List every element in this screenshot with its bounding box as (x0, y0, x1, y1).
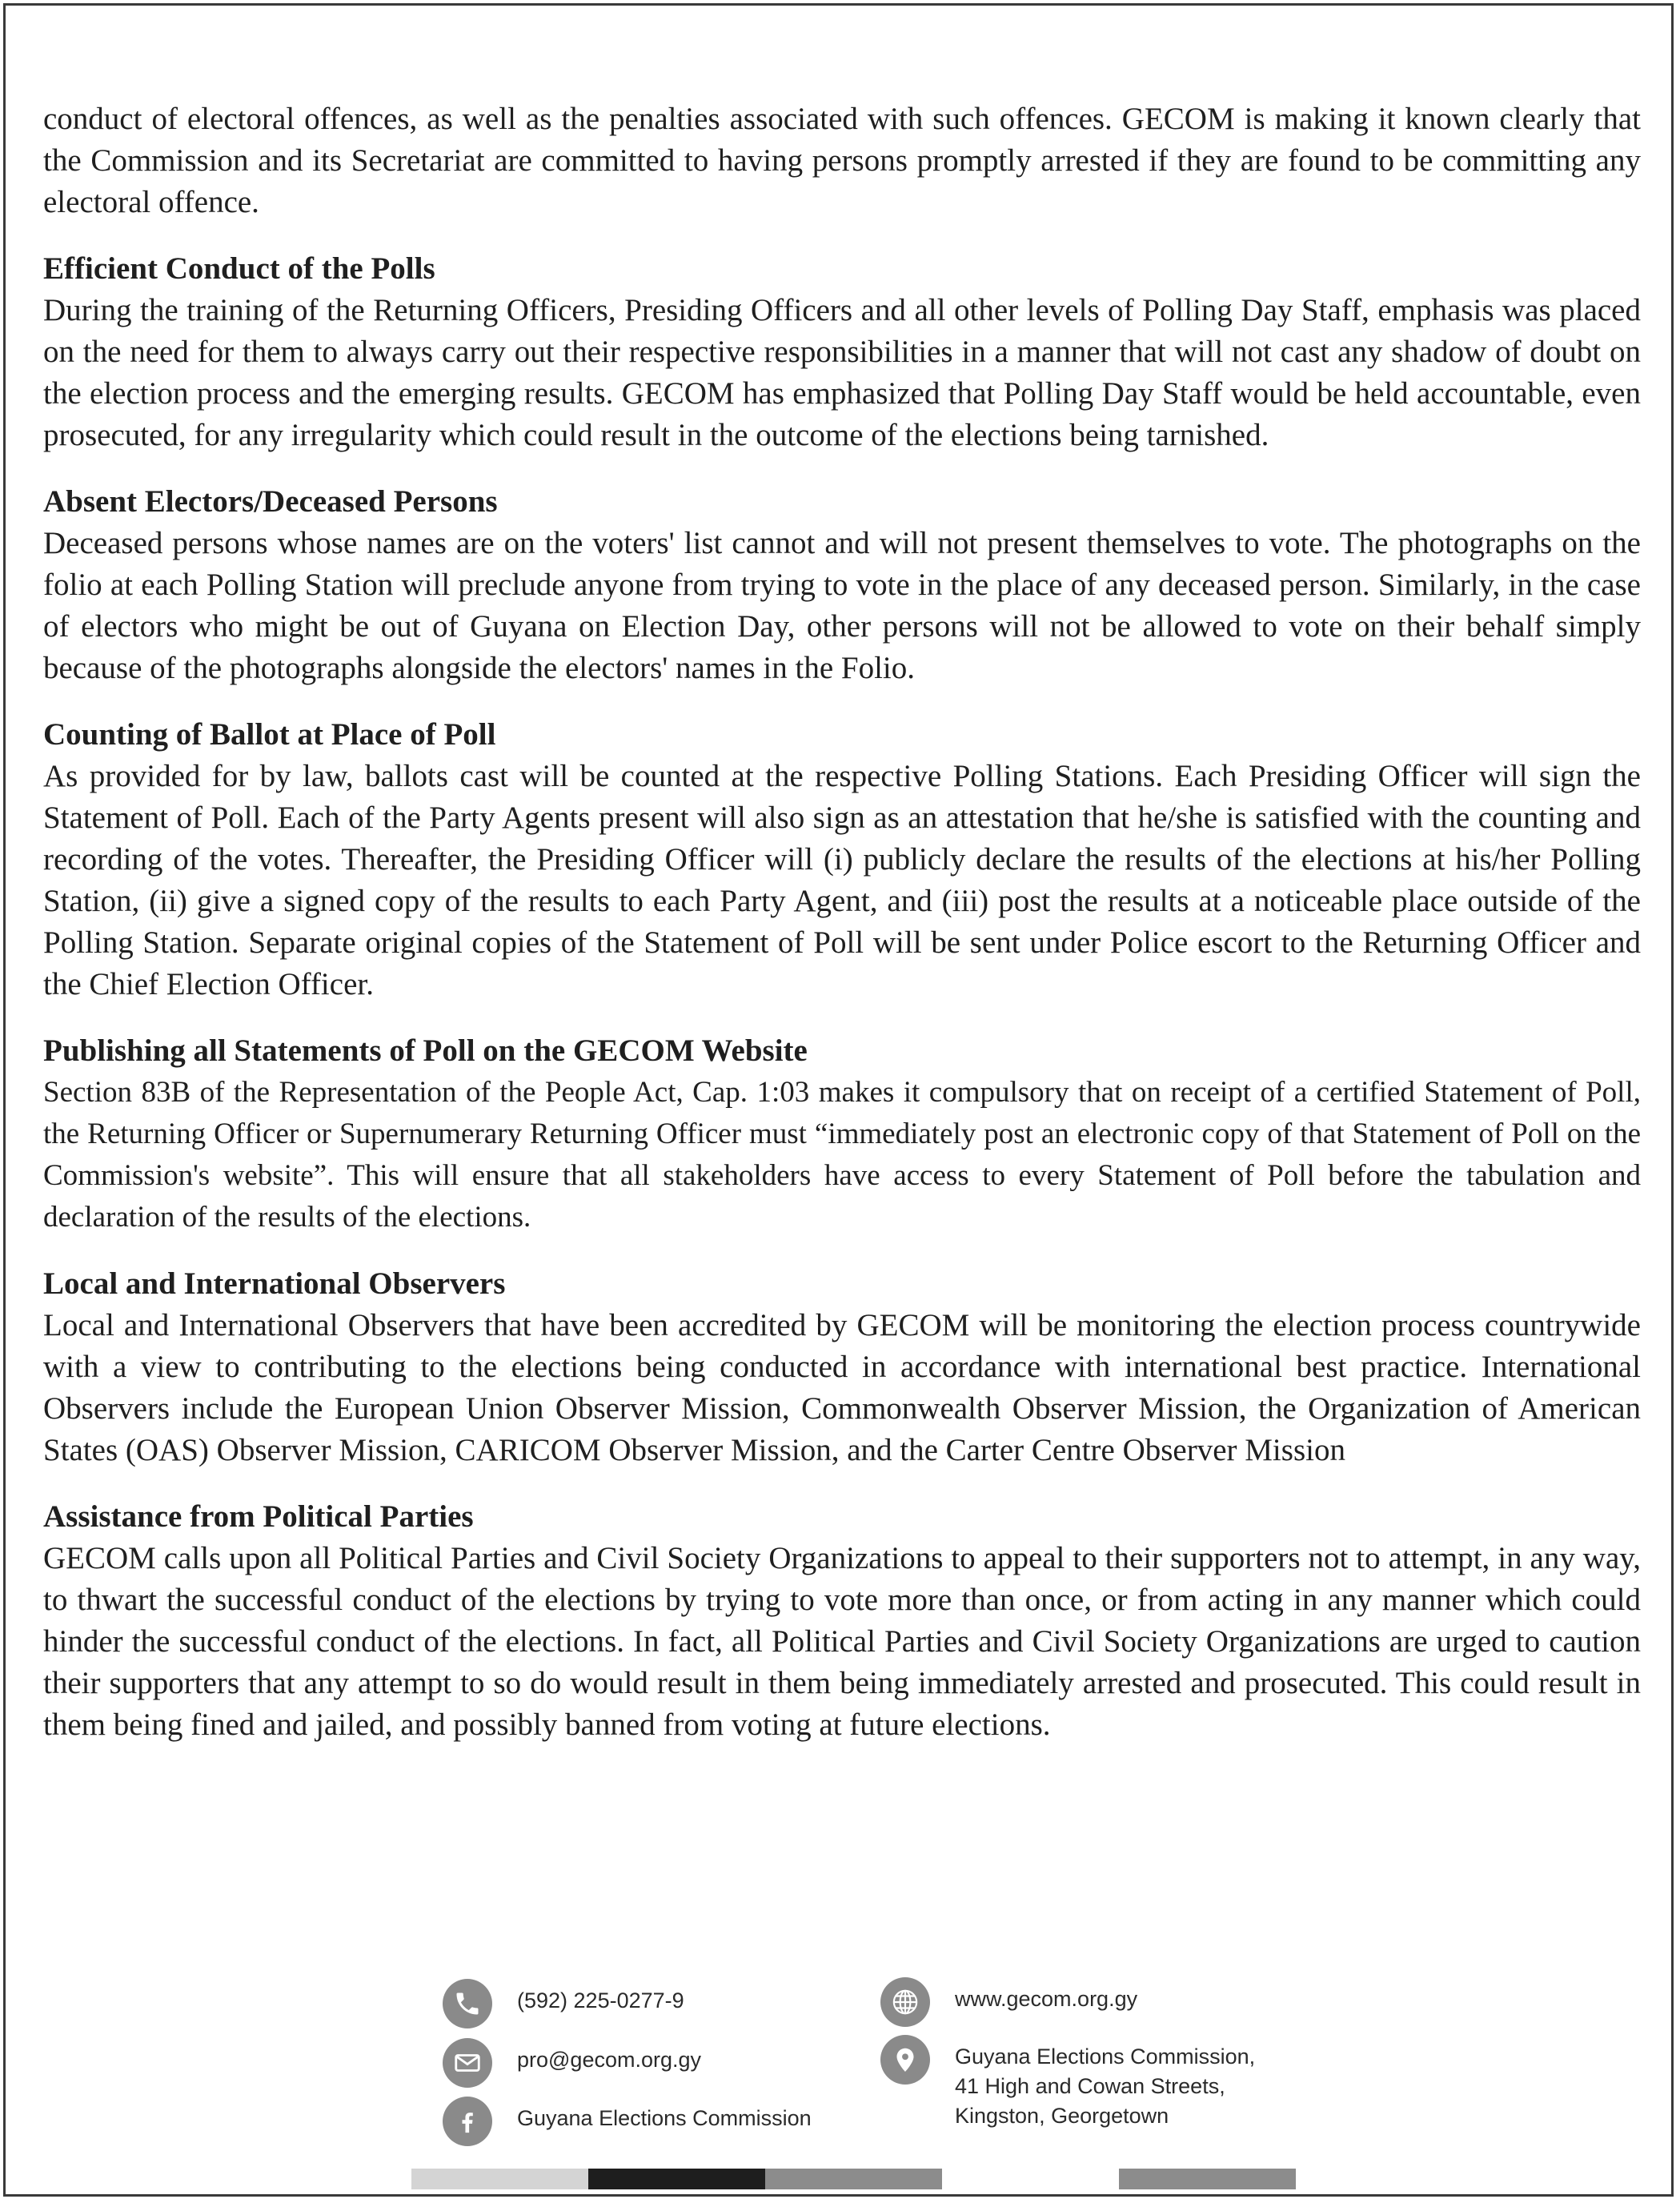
section-heading: Assistance from Political Parties (43, 1499, 474, 1534)
contact-website (880, 1977, 1137, 2027)
bar-light (411, 2169, 588, 2189)
section-heading: Publishing all Statements of Poll on the GECOM Website (43, 1033, 808, 1068)
website-url[interactable]: www.gecom.org.gy (955, 1987, 1138, 2011)
section-heading: Efficient Conduct of the Polls (43, 251, 435, 286)
section-observers (43, 1263, 1641, 1471)
contact-footer (0, 1971, 1680, 2131)
section-absent-electors (43, 481, 1641, 689)
email-icon (443, 2038, 492, 2088)
bar-dark (588, 2169, 765, 2189)
contact-phone (443, 1979, 684, 2028)
section-counting-ballot (43, 714, 1641, 1005)
article-body (43, 98, 1641, 1746)
section-body: During the training of the Returning Officers, Presiding Officers and all other levels of Polling Day Staff, emphasis was placed on the need for them to always carry out their respective responsibilities in a manner that will not cast any shadow of doubt on the election process and the emerging results. GECOM has emphasized that Polling Day Staff would be held accountable, even prosecuted, for any irregularity which could result in the outcome of the elections being tarnished. (43, 293, 1641, 452)
section-body: Local and International Observers that have been accredited by GECOM will be monitoring the election process countrywide with a view to contributing to the elections being conducted in accordance with international best practice. International Observers include the European Union Observer Mission, Commonwealth Observer Mission, the Organization of American States (OAS) Observer Mission, CARICOM Observer Mission, and the Carter Centre Observer Mission (43, 1308, 1641, 1467)
facebook-page[interactable]: Guyana Elections Commission (517, 2106, 812, 2130)
bar-mid-right (1119, 2169, 1296, 2189)
phone-number: (592) 225-0277-9 (517, 1988, 684, 2012)
location-pin-icon (880, 2035, 930, 2085)
contact-facebook (443, 2097, 812, 2146)
facebook-icon (443, 2097, 492, 2146)
section-efficient-conduct (43, 248, 1641, 456)
phone-icon (443, 1979, 492, 2028)
contact-address (880, 2035, 1255, 2131)
section-heading: Counting of Ballot at Place of Poll (43, 717, 496, 752)
section-heading: Absent Electors/Deceased Persons (43, 484, 498, 519)
globe-icon (880, 1977, 930, 2027)
address-line: 41 High and Cowan Streets, (955, 2074, 1225, 2098)
intro-paragraph: conduct of electoral offences, as well as the penalties associated with such offences. GECOM is making it known clearly that the Commission and its Secretariat are committed to having persons promptly arrested if they are found to be committing any electoral offence. (43, 102, 1641, 219)
bar-mid (765, 2169, 942, 2189)
document-page (3, 3, 1674, 2197)
address-line: Kingston, Georgetown (955, 2104, 1169, 2128)
decorative-footer-bars (0, 2169, 1680, 2189)
section-heading: Local and International Observers (43, 1266, 506, 1301)
section-body: Section 83B of the Representation of the People Act, Cap. 1:03 makes it compulsory that on receipt of a certified Statement of Poll, the Returning Officer or Supernumerary Returning Officer must “immediately post an electronic copy of that Statement of Poll on the Commission's website”. This will ensure that all stakeholders have access to every Statement of Poll before the tabulation and declaration of the results of the elections. (43, 1076, 1641, 1234)
email-address[interactable]: pro@gecom.org.gy (517, 2048, 702, 2072)
section-publishing-statements (43, 1030, 1641, 1238)
address-line: Guyana Elections Commission, (955, 2044, 1256, 2069)
section-political-parties (43, 1496, 1641, 1746)
section-body: GECOM calls upon all Political Parties and Civil Society Organizations to appeal to their supporters not to attempt, in any way, to thwart the successful conduct of the elections by trying to vote more than once, or from acting in any manner which could hinder the successful conduct of the elections. In fact, all Political Parties and Civil Society Organizations are urged to caution their supporters that any attempt to so do would result in them being immediately arrested and prosecuted. This could result in them being fined and jailed, and possibly banned from voting at future elections. (43, 1541, 1641, 1742)
contact-email (443, 2038, 701, 2088)
section-body: Deceased persons whose names are on the voters' list cannot and will not present themselves to vote. The photographs on the folio at each Polling Station will preclude anyone from trying to vote in the place of any deceased person. Similarly, in the case of electors who might be out of Guyana on Election Day, other persons will not be allowed to vote on their behalf simply because of the photographs alongside the electors' names in the Folio. (43, 526, 1641, 685)
section-body: As provided for by law, ballots cast will be counted at the respective Polling Stations. Each Presiding Officer will sign the Statement of Poll. Each of the Party Agents present will also sign as an attestation that he/she is satisfied with the counting and recording of the votes. Thereafter, the Presiding Officer will (i) publicly declare the results of the elections at his/her Polling Station, (ii) give a signed copy of the results to each Party Agent, and (iii) post the results at a noticeable place outside of the Polling Station. Separate original copies of the Statement of Poll will be sent under Police escort to the Returning Officer and the Chief Election Officer. (43, 759, 1641, 1001)
bar-white (942, 2169, 1119, 2189)
